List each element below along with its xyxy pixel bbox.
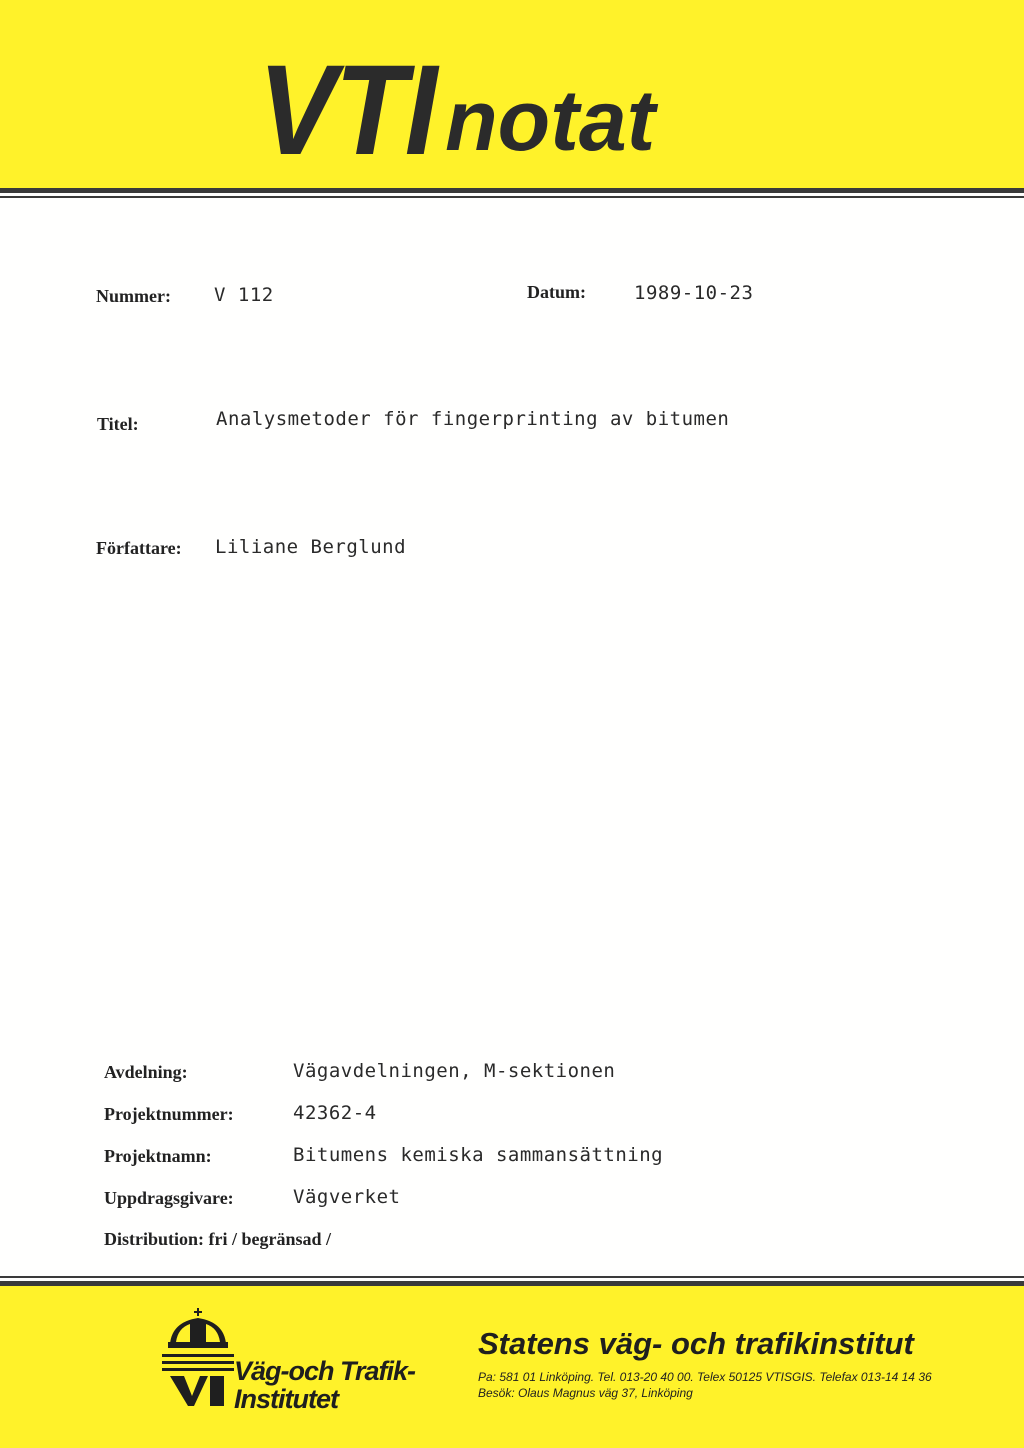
visit-line: Besök: Olaus Magnus väg 37, Linköping: [478, 1386, 693, 1400]
uppdragsgivare-value: Vägverket: [293, 1186, 401, 1208]
address-line: Pa: 581 01 Linköping. Tel. 013-20 40 00. Telex 50125 VTISGIS. Telefax 013-14 14 36: [478, 1370, 932, 1384]
nummer-label: Nummer:: [96, 286, 171, 306]
projektnamn-label: Projektnamn:: [104, 1146, 212, 1166]
institute-title: Statens väg- och trafikinstitut: [478, 1326, 914, 1361]
logo-notat-text: notat: [445, 73, 656, 169]
footer-band: [0, 1286, 1024, 1448]
titel-label: Titel:: [97, 414, 139, 434]
logo-vti-text: VTI: [258, 39, 436, 182]
projektnummer-value: 42362-4: [293, 1102, 377, 1124]
nummer-value: V 112: [214, 284, 274, 306]
header-band: [0, 0, 1024, 188]
org-name-line2: Institutet: [234, 1384, 338, 1414]
distribution-row: [104, 1229, 331, 1250]
projektnamn-value: Bitumens kemiska sammansättning: [293, 1144, 664, 1166]
forfattare-label: Författare:: [96, 538, 182, 558]
titel-value: Analysmetoder för fingerprinting av bitumen: [216, 408, 730, 430]
datum-label: Datum:: [527, 282, 586, 302]
uppdragsgivare-label: Uppdragsgivare:: [104, 1188, 234, 1208]
avdelning-label: Avdelning:: [104, 1062, 188, 1082]
projektnummer-label: Projektnummer:: [104, 1104, 234, 1124]
avdelning-value: Vägavdelningen, M-sektionen: [293, 1060, 616, 1082]
footer-rule-thin: [0, 1276, 1024, 1278]
header-rule-thick: [0, 188, 1024, 193]
distribution-label: Distribution:: [104, 1229, 205, 1249]
datum-value: 1989-10-23: [634, 282, 754, 304]
forfattare-value: Liliane Berglund: [215, 536, 407, 558]
org-name-line1: Väg-och Trafik-: [234, 1356, 416, 1386]
distribution-value: fri / begränsad /: [208, 1229, 332, 1249]
header-rule-thin: [0, 196, 1024, 198]
vti-notat-logo: [258, 39, 656, 182]
crown-crest-icon: [162, 1308, 234, 1408]
